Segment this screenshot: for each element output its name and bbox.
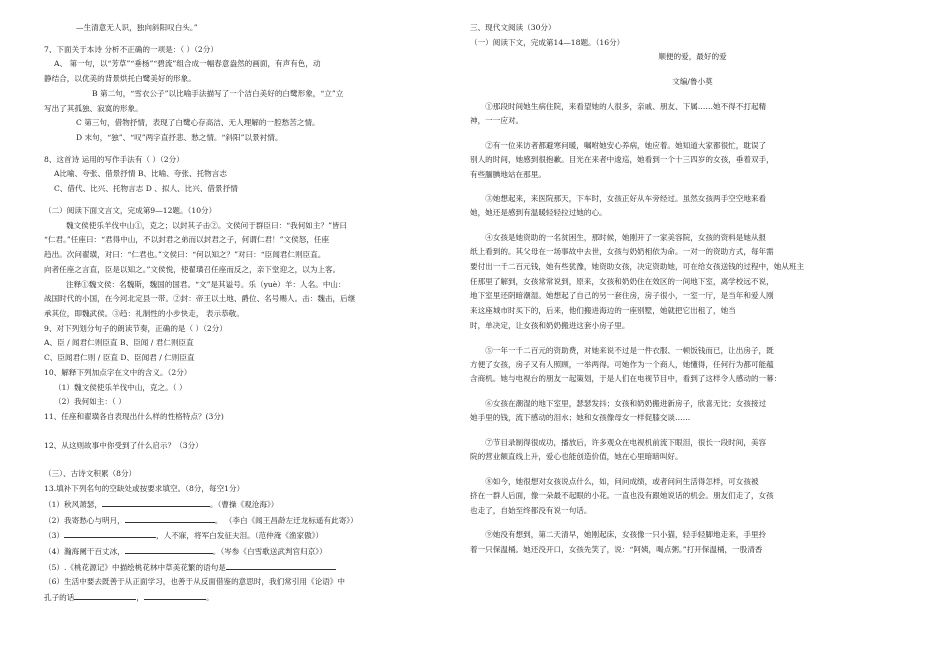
paragraph-line: ③她想起来，来医院那天，下车时，女孩正好从车旁经过。虽然女孩两手空空地来看	[485, 194, 767, 204]
paragraph-line: 有些腼腆地站在那里。	[470, 169, 546, 179]
paragraph-line: 地下室里还阴暗潮湿。她想起了自己的另一套住房，房子很小，一室一厅，是当年和爱人刚	[470, 291, 774, 301]
q7-option-a: A、 第一句，以“芳草”“垂杨”“碧流”组合成一幅春意盎然的画面，有声有色，动	[54, 59, 321, 69]
answer-blank[interactable]	[64, 529, 156, 538]
answer-blank[interactable]	[226, 561, 336, 570]
paragraph-line: 来这座城市时买下的，后来，他们搬进海边的一座别墅，她就把它出租了，她当	[470, 306, 736, 316]
paragraph-line: 着一只保温桶。她还没开口，女孩先笑了，说：“阿姨，喝点粥。”打开保温桶，一股清香	[470, 544, 763, 554]
paragraph-line: 含商机。她与电视台的朋友一起策划，于是人们在电视节目中，看到了这样令人感动的一幕：	[470, 374, 782, 384]
answer-blank[interactable]	[125, 514, 215, 523]
question-11: 11、任座和翟璜各自表现出什么样的性格特点？(3分)	[44, 411, 224, 421]
q8-options-cd: C、借代、比兴、托物言志 D 、拟人、比兴、借景抒情	[54, 184, 238, 194]
paragraph-line: ④女孩是她资助的一名贫困生，那时候，她刚开了一家美容院，女孩的资料是她从报	[485, 233, 767, 243]
answer-blank[interactable]	[102, 498, 210, 507]
annotation-line: 注释①魏文侯：名魏斯，魏国的国君。“文”是其谥号。乐（yuè）羊：人名。中山：	[66, 279, 346, 289]
q7-option-b: B 第二句，“雪衣公子”以比喻手法描写了一个洁白美好的白鹭形象，“立”立	[92, 88, 344, 98]
fill-in-2: （2）我寄愁心与明月， 。 （李白《闻王昌龄左迁龙标遥有此寄》）	[44, 515, 358, 525]
paragraph-line: 要付出一千二百元钱，她有些犹豫，她资助女孩，决定资助她，可在给女孩送钱的过程中，她从班主	[470, 261, 805, 271]
question-9: 9、对下列划分句子的朗读节奏，正确的是（ ）（2分）	[44, 323, 227, 333]
fill-in-6: （6）生活中要去既善于从正面学习，也善于从反面借鉴的意思时，我们常引用《论语》中	[44, 577, 345, 587]
sub-title: （一）阅读下文，完成第14—18题。（16分）	[470, 37, 625, 47]
q9-options-cd: C、臣闻君仁则 / 臣直 D、臣闻君 / 仁则臣直	[44, 353, 195, 363]
article-author: 文编/鲁小莫	[672, 77, 713, 87]
paragraph-line: ①那段时间她生病住院，来看望她的人很多，亲戚、朋友、下属……她不得不打起精	[485, 101, 767, 111]
classical-text-line: 魏文侯使乐羊伐中山①，克之；以封其子击②。文侯问于群臣曰：“我何如主？”皆曰	[66, 220, 348, 230]
fill-in-3: （3） ，人不寐，将军白发征夫泪。（范仲淹《渔家傲》）	[44, 531, 324, 541]
paragraph-line: 时，单决定，让女孩和奶奶搬进这套小房子里。	[470, 320, 630, 330]
classical-text-line: 向者任座之言直，臣是以知之。”文侯悦，使翟璜召任座而反之，亲下堂迎之，以为上客。	[44, 264, 341, 274]
q8-options-ab: A比喻、夸张、借景抒情 B、比喻、夸张、托物言志	[54, 169, 227, 179]
q7-option-b-cont: 写出了其孤独、寂寞的形象。	[44, 103, 143, 113]
section-title: 三、现代文阅读（30分）	[470, 23, 556, 32]
paragraph-line: 别人的时间，她感到很抱歉。目光在来者中逡巡，她看到一个十三四岁的女孩，垂着双手，	[470, 154, 774, 164]
answer-blank[interactable]	[125, 545, 213, 554]
fill-in-6-cont: 孔子的话 ， 。	[44, 593, 214, 603]
paragraph-line: 她手里的钱，流下感动的泪水；她和女孩像母女一样促膝交谈……	[470, 413, 691, 423]
answer-blank[interactable]	[144, 591, 206, 600]
article-title: 顺便的爱，最好的爱	[658, 52, 727, 62]
q10-item-1: （1）魏文侯使乐羊伐中山，克之。（ ）	[54, 382, 187, 392]
paragraph-line: ⑦节目录制得很成功，播放后，许多观众在电视机前流下眼泪，很长一段时间，美容	[485, 437, 767, 447]
paragraph-line: ⑧如今，她很想对女孩说点什么，如，问问成绩，或者问问生活得怎样，可女孩被	[485, 476, 759, 486]
annotation-line: 承其位，即魏武侯。③趋：礼制性的小步快走， 表示恭敬。	[44, 308, 244, 318]
section-2-title: （二）阅读下面文言文，完成第9—12题。（10分）	[44, 205, 217, 215]
classical-text-line: “仁君。”任座曰：“君得中山，不以封君之弟而以封君之子，何谓仁君！”文侯怒，任座	[44, 235, 330, 245]
q7-option-d: D 末句，“独”、“叹”两字直抒悲、愁之情。“斜阳”以景衬情。	[76, 133, 283, 143]
fill-in-5: （5）.《桃花源记》中描绘桃花林中草美花繁的语句是	[44, 561, 444, 574]
paragraph-line: 院的营业额直线上升，爱心也能创造价值，她在心里暗暗叫好。	[470, 452, 683, 462]
paragraph-line: 她，她还是感到有温暖轻轻拉过她的心。	[470, 208, 607, 218]
question-8: 8、这首诗 运用的写作手法有（ ）（2分）	[44, 154, 184, 164]
paragraph-line: ⑤一年一千二百元的资助费，对她来说不过是一件衣服、一顿饭钱而已，让出房子，既	[485, 345, 774, 355]
q10-item-2: （2）我何如主：（ ）	[54, 397, 126, 407]
q9-options-ab: A、臣 / 闻君仁则臣直 B、臣闻 / 君仁则臣直	[44, 338, 194, 348]
right-column	[470, 22, 915, 558]
paragraph-line: 方便了女孩，房子又有人照顾，一举两得。可她作为一个商人，她懂得，任何行为都可能蕴	[470, 359, 774, 369]
paragraph-line: 任那里了解到，女孩常常说到，原来，女孩和奶奶住在效区的一间地下室，离学校远不说，	[470, 276, 774, 286]
paragraph-line: 挤在一群人后面，像一朵最不起眼的小花。一直也没有跟她说话的机会。朋友们走了，女孩	[470, 490, 774, 500]
question-7: 7、下面关于本诗 分析不正确的一项是：（ ）（2分）	[44, 44, 218, 54]
poem-line: —生清意无人识，独向斜阳叹白头。”	[76, 23, 198, 32]
fill-in-4: （4）瀚海阑干百丈冰， 。（岑参《白雪歌送武判官归京》）	[44, 547, 327, 556]
paragraph-line: 神，一一应对。	[470, 116, 524, 125]
paragraph-line: ②有一位来访者都避寒问暖，嘱咐她安心养病，她应着。她知道大家都很忙，耽误了	[485, 140, 767, 150]
paragraph-line: 也走了，自始至终都没有说一句话。	[470, 505, 592, 515]
left-column	[44, 22, 444, 607]
classical-text-line: 趋出。次问翟璜，对曰：“仁君也。”文侯曰：“何以知之？”对曰：“臣闻君仁则臣直。	[44, 250, 326, 260]
q7-option-a-cont: 静结合，以优美的背景烘托白鹭美好的形象。	[44, 74, 196, 84]
question-13: 13.填补下列名句的空缺处或按要求填空。（8分，每空1分）	[44, 484, 245, 494]
question-12: 12、从这则故事中你受到了什么启示？（3分）	[44, 440, 203, 450]
annotation-line: 战国时代的小国，在今河北定县一带。②封：帝王以土地、爵位、名号赐人。击：魏击，后继	[44, 294, 356, 304]
q7-option-c: C 第三句，借物抒情，表现了白鹭心存高洁、无人理解的一腔愁苦之情。	[76, 118, 320, 128]
paragraph-line: 纸上看到的。其父母在一场事故中去世，女孩与奶奶相依为命。一对一的资助方式，每年需	[470, 247, 774, 257]
paragraph-line: ⑥女孩在潮湿的地下室里，瑟瑟发抖；女孩和奶奶搬进新房子，欣喜无比；女孩接过	[485, 399, 767, 409]
answer-blank[interactable]	[74, 591, 136, 600]
section-3-title: （三）、古诗文积累（8分）	[44, 469, 137, 479]
paragraph-line: ⑨她没有想到，第二天清早，她刚起床，女孩像一只小猫，轻手轻脚地走来，手里拎	[485, 530, 767, 540]
fill-in-1: （1）秋风萧瑟， 。（曹操《观沧海》）	[44, 499, 279, 509]
question-10: 10、解释下列加点字在文中的含义。（2分）	[44, 367, 192, 377]
